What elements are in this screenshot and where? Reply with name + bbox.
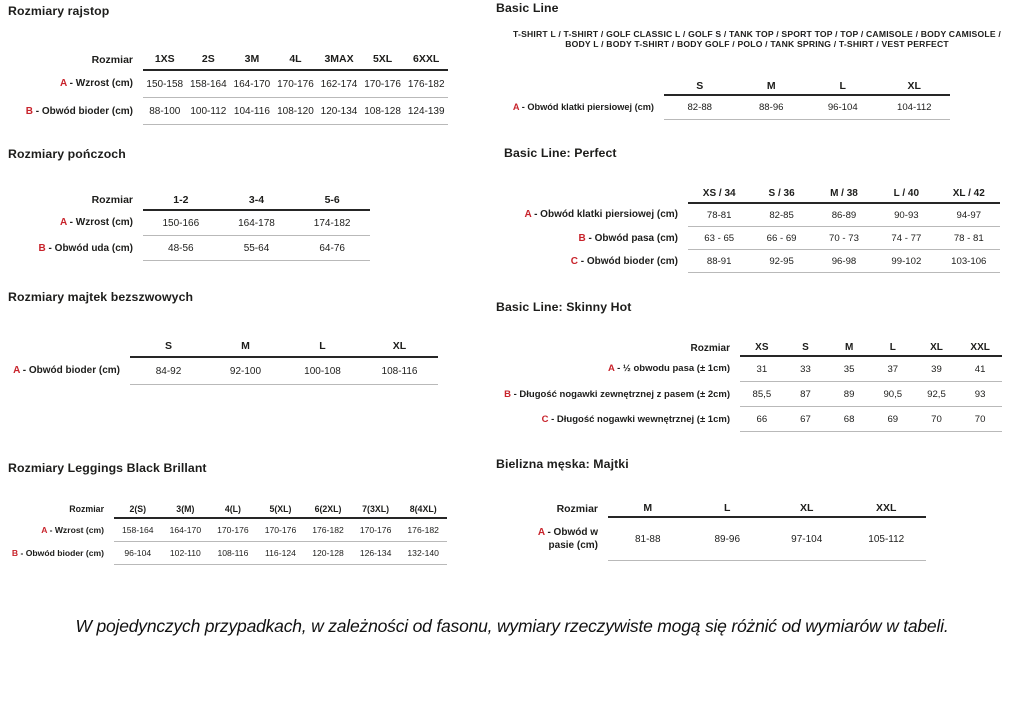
size-column-header: M / 38 [813, 185, 875, 203]
section-rozmiary-ponczoch [8, 147, 370, 261]
size-column-header: L / 40 [875, 185, 937, 203]
value-cell: 68 [827, 407, 871, 432]
measure-letter: A [60, 217, 67, 229]
rozmiary-majtek-bezszwowych-grid [8, 336, 438, 385]
value-cell: 78-81 [688, 203, 750, 227]
measure-letter: A [524, 209, 532, 221]
basic-line-skinny-hot-grid [496, 340, 1002, 432]
section-title: Rozmiary majtek bezszwowych [8, 290, 194, 304]
value-cell: 99-102 [875, 250, 937, 273]
size-column-header: XL [879, 78, 951, 95]
size-column-header: XXL [847, 500, 927, 517]
section-rozmiary-rajstop [8, 4, 448, 125]
basic-line-perfect-table [496, 185, 1000, 273]
rozmiary-rajstop-table [8, 49, 448, 125]
corner-header-label: Rozmiar [91, 194, 133, 206]
value-cell: 120-134 [317, 98, 361, 125]
measurement-row [510, 517, 926, 561]
size-column-header: 3MAX [317, 49, 361, 70]
value-cell: 90-93 [875, 203, 937, 227]
size-column-header: L [807, 78, 879, 95]
value-cell: 35 [827, 356, 871, 382]
value-cell: 108-120 [274, 98, 318, 125]
size-column-header: S [130, 336, 207, 357]
corner-header-label [502, 78, 664, 95]
value-cell: 176-182 [399, 518, 447, 542]
size-column-header: 8(4XL) [399, 500, 447, 518]
value-cell: 170-176 [209, 518, 257, 542]
row-label: A - Obwód bioder (cm) [13, 365, 120, 377]
value-cell: 96-98 [813, 250, 875, 273]
row-label: B - Obwód bioder (cm) [11, 548, 104, 558]
size-column-header: 6XXL [404, 49, 448, 70]
value-cell: 176-182 [304, 518, 352, 542]
size-column-header: 3(M) [162, 500, 210, 518]
value-cell: 108-116 [361, 357, 438, 385]
size-column-header: S [664, 78, 736, 95]
section-title: Rozmiary Leggings Black Brillant [8, 461, 207, 475]
size-column-header: L [284, 336, 361, 357]
row-label: C - Obwód bioder (cm) [570, 255, 678, 267]
size-column-header: 2S [187, 49, 231, 70]
size-column-header: 6(2XL) [304, 500, 352, 518]
row-label: B - Długość nogawki zewnętrznej z pasem (± 2cm) [504, 388, 730, 400]
size-column-header: XL [767, 500, 847, 517]
measure-letter: A [41, 524, 48, 535]
value-cell: 170-176 [361, 70, 405, 98]
header-row [496, 340, 1002, 356]
measurement-row [8, 236, 370, 261]
corner-header-label [496, 185, 688, 203]
header-row [510, 500, 926, 517]
value-cell: 48-56 [143, 236, 219, 261]
row-label: A - Wzrost (cm) [60, 78, 133, 90]
value-cell: 170-176 [274, 70, 318, 98]
value-cell: 33 [784, 356, 828, 382]
value-cell: 126-134 [352, 542, 400, 565]
measure-letter: A [60, 78, 67, 90]
section-title: Bielizna męska: Majtki [496, 457, 629, 471]
value-cell: 100-108 [284, 357, 361, 385]
value-cell: 92-100 [207, 357, 284, 385]
measure-letter: B [578, 232, 586, 244]
size-column-header: 1XS [143, 49, 187, 70]
row-label: B - Obwód uda (cm) [38, 242, 133, 254]
section-rozmiary-majtek-bezszwowych [8, 290, 438, 385]
size-column-header: L [688, 500, 768, 517]
value-cell: 164-170 [230, 70, 274, 98]
measurement-row [496, 382, 1002, 407]
section-basic-line-perfect [496, 146, 1000, 273]
value-cell: 89-96 [688, 517, 768, 561]
size-column-header: XS [740, 340, 784, 356]
size-column-header: L [871, 340, 915, 356]
header-row [496, 185, 1000, 203]
value-cell: 37 [871, 356, 915, 382]
value-cell: 70 [915, 407, 959, 432]
measure-letter: A [512, 102, 520, 113]
value-cell: 90,5 [871, 382, 915, 407]
value-cell: 55-64 [219, 236, 295, 261]
size-column-header: M [608, 500, 688, 517]
row-label: A - Obwód w pasie (cm) [537, 526, 598, 551]
value-cell: 70 - 73 [813, 227, 875, 250]
value-cell: 88-100 [143, 98, 187, 125]
size-column-header: M [827, 340, 871, 356]
value-cell: 102-110 [162, 542, 210, 565]
value-cell: 69 [871, 407, 915, 432]
corner-header-label: Rozmiar [69, 504, 104, 514]
measure-letter: B [11, 548, 19, 558]
value-cell: 81-88 [608, 517, 688, 561]
rozmiary-majtek-bezszwowych-table [8, 336, 438, 385]
measurement-row [496, 227, 1000, 250]
value-cell: 108-116 [209, 542, 257, 565]
measure-letter: C [570, 255, 578, 267]
measurement-row [496, 407, 1002, 432]
value-cell: 164-178 [219, 210, 295, 236]
section-title: Basic Line: Skinny Hot [496, 300, 632, 314]
basic-line-product-list: T-SHIRT L / T-SHIRT / GOLF CLASSIC L / GOLF S / TANK TOP / SPORT TOP / TOP / CAMISOLE / BODY CAMISOLE / BODY L / BODY T-SHIRT / BODY GOLF / POLO / TANK SPRING / T-SHIRT / VEST PERFECT [513, 29, 1001, 49]
value-cell: 66 [740, 407, 784, 432]
value-cell: 108-128 [361, 98, 405, 125]
value-cell: 88-91 [688, 250, 750, 273]
header-row [8, 190, 370, 210]
row-label: A - Obwód klatki piersiowej (cm) [512, 102, 654, 113]
value-cell: 162-174 [317, 70, 361, 98]
section-title: Basic Line: Perfect [504, 146, 617, 160]
bielizna-meska-majtki-grid [510, 500, 926, 561]
measurement-row [8, 70, 448, 98]
value-cell: 41 [958, 356, 1002, 382]
measurement-row [8, 518, 447, 542]
measure-letter: A [537, 526, 545, 538]
value-cell: 104-116 [230, 98, 274, 125]
value-cell: 97-104 [767, 517, 847, 561]
size-column-header: 4L [274, 49, 318, 70]
measure-letter: A [13, 365, 20, 377]
size-column-header: 5-6 [294, 190, 370, 210]
header-row [502, 78, 950, 95]
value-cell: 78 - 81 [938, 227, 1000, 250]
measurement-row [8, 542, 447, 565]
value-cell: 103-106 [938, 250, 1000, 273]
value-cell: 63 - 65 [688, 227, 750, 250]
corner-header-label [8, 336, 130, 357]
value-cell: 67 [784, 407, 828, 432]
basic-line-grid [502, 78, 950, 120]
size-column-header: 5XL [361, 49, 405, 70]
value-cell: 82-85 [750, 203, 812, 227]
basic-line-table [496, 78, 1018, 120]
measurement-row [496, 356, 1002, 382]
section-title: Rozmiary rajstop [8, 4, 110, 18]
footer-disclaimer-note: W pojedynczych przypadkach, w zależności od fasonu, wymiary rzeczywiste mogą się różnić od wymiarów w tabeli. [75, 616, 949, 636]
measure-letter: A [607, 363, 615, 375]
section-basic-line [496, 1, 1018, 120]
value-cell: 124-139 [404, 98, 448, 125]
value-cell: 31 [740, 356, 784, 382]
header-row [8, 49, 448, 70]
size-column-header: 3M [230, 49, 274, 70]
value-cell: 89 [827, 382, 871, 407]
section-bielizna-meska-majtki [496, 457, 926, 561]
rozmiary-leggings-black-brillant-grid [8, 500, 447, 565]
measurement-row [502, 95, 950, 120]
value-cell: 105-112 [847, 517, 927, 561]
header-row [8, 336, 438, 357]
size-column-header: M [736, 78, 808, 95]
size-column-header: XS / 34 [688, 185, 750, 203]
size-column-header: XL [915, 340, 959, 356]
size-column-header: 3-4 [219, 190, 295, 210]
value-cell: 150-166 [143, 210, 219, 236]
section-basic-line-skinny-hot [496, 300, 1002, 432]
size-column-header: XL [361, 336, 438, 357]
row-label: A - Wzrost (cm) [41, 524, 104, 535]
basic-line-skinny-hot-table [496, 340, 1002, 432]
rozmiary-ponczoch-table [8, 190, 370, 261]
measurement-row [8, 357, 438, 385]
value-cell: 70 [958, 407, 1002, 432]
value-cell: 132-140 [399, 542, 447, 565]
corner-header-label: Rozmiar [690, 342, 730, 354]
value-cell: 92-95 [750, 250, 812, 273]
value-cell: 174-182 [294, 210, 370, 236]
value-cell: 116-124 [257, 542, 305, 565]
corner-header-label: Rozmiar [91, 53, 133, 66]
size-column-header: XXL [958, 340, 1002, 356]
value-cell: 64-76 [294, 236, 370, 261]
value-cell: 170-176 [257, 518, 305, 542]
value-cell: 88-96 [736, 95, 808, 120]
row-label: C - Długość nogawki wewnętrznej (± 1cm) [541, 413, 730, 425]
measure-letter: B [504, 388, 511, 400]
measurement-row [496, 203, 1000, 227]
basic-line-perfect-grid [496, 185, 1000, 273]
value-cell: 84-92 [130, 357, 207, 385]
value-cell: 86-89 [813, 203, 875, 227]
value-cell: 96-104 [114, 542, 162, 565]
size-column-header: XL / 42 [938, 185, 1000, 203]
measure-letter: B [38, 242, 46, 254]
value-cell: 85,5 [740, 382, 784, 407]
rozmiary-ponczoch-grid [8, 190, 370, 261]
bielizna-meska-majtki-table [496, 500, 926, 561]
corner-header-label: Rozmiar [556, 502, 598, 515]
size-column-header: 7(3XL) [352, 500, 400, 518]
value-cell: 82-88 [664, 95, 736, 120]
row-label: A - Obwód klatki piersiowej (cm) [524, 209, 678, 221]
measure-letter: B [25, 105, 33, 117]
value-cell: 150-158 [143, 70, 187, 98]
rozmiary-leggings-black-brillant-table [8, 500, 447, 565]
value-cell: 96-104 [807, 95, 879, 120]
value-cell: 176-182 [404, 70, 448, 98]
value-cell: 94-97 [938, 203, 1000, 227]
value-cell: 158-164 [187, 70, 231, 98]
value-cell: 120-128 [304, 542, 352, 565]
measurement-row [496, 250, 1000, 273]
value-cell: 39 [915, 356, 959, 382]
section-title: Basic Line [496, 1, 559, 15]
value-cell: 66 - 69 [750, 227, 812, 250]
value-cell: 100-112 [187, 98, 231, 125]
row-label: B - Obwód bioder (cm) [25, 105, 133, 117]
row-label: B - Obwód pasa (cm) [578, 232, 678, 244]
header-row [8, 500, 447, 518]
value-cell: 87 [784, 382, 828, 407]
size-column-header: 1-2 [143, 190, 219, 210]
size-column-header: S / 36 [750, 185, 812, 203]
value-cell: 170-176 [352, 518, 400, 542]
section-rozmiary-leggings-black-brillant [8, 461, 447, 565]
size-column-header: 2(S) [114, 500, 162, 518]
rozmiary-rajstop-grid [8, 49, 448, 125]
measurement-row [8, 210, 370, 236]
size-column-header: M [207, 336, 284, 357]
size-column-header: 4(L) [209, 500, 257, 518]
value-cell: 92,5 [915, 382, 959, 407]
size-column-header: 5(XL) [257, 500, 305, 518]
measurement-row [8, 98, 448, 125]
value-cell: 164-170 [162, 518, 210, 542]
value-cell: 93 [958, 382, 1002, 407]
section-title: Rozmiary pończoch [8, 147, 126, 161]
value-cell: 158-164 [114, 518, 162, 542]
size-column-header: S [784, 340, 828, 356]
value-cell: 74 - 77 [875, 227, 937, 250]
row-label: A - ½ obwodu pasa (± 1cm) [607, 363, 730, 375]
row-label: A - Wzrost (cm) [60, 217, 133, 229]
measure-letter: C [541, 413, 549, 425]
value-cell: 104-112 [879, 95, 951, 120]
